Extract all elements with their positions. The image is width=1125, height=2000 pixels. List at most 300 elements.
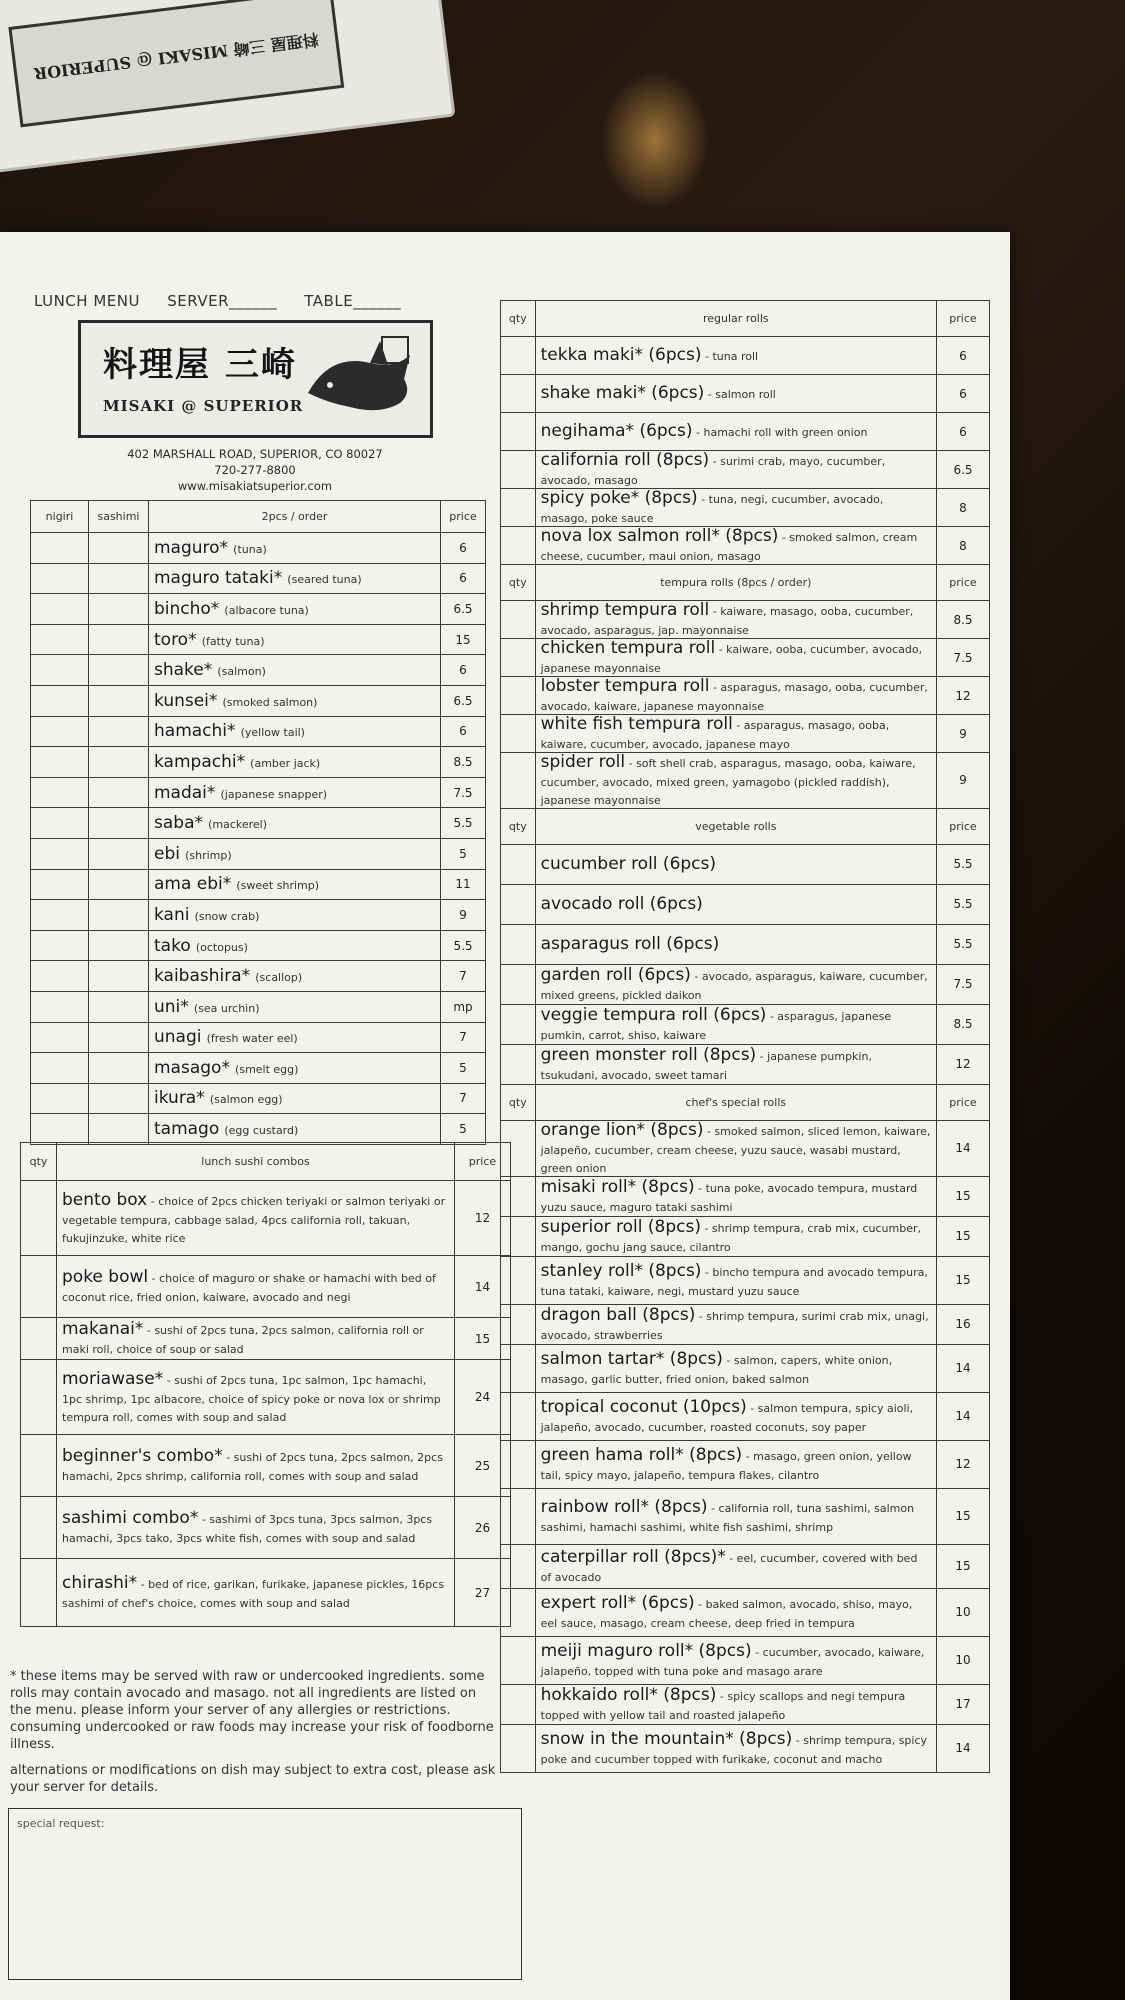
regular-qty-header: qty bbox=[501, 301, 536, 337]
nigiri-table bbox=[30, 500, 486, 1145]
special-roll-row bbox=[501, 1256, 990, 1304]
sashimi-check-cell[interactable] bbox=[89, 1053, 149, 1084]
roll-name: expert roll* (6pcs) bbox=[540, 1592, 695, 1613]
nigiri-check-cell[interactable] bbox=[31, 869, 89, 900]
item-name: hamachi* bbox=[154, 721, 236, 742]
special-roll-row bbox=[501, 1588, 990, 1636]
roll-price: 9 bbox=[937, 753, 990, 809]
roll-item-cell bbox=[535, 451, 936, 489]
roll-qty-cell[interactable] bbox=[501, 677, 536, 715]
item-name: saba* bbox=[154, 813, 203, 834]
nigiri-item-cell bbox=[149, 869, 441, 900]
nigiri-row bbox=[31, 991, 486, 1022]
special-section-title: chef's special rolls bbox=[535, 1084, 936, 1120]
regular-roll-row bbox=[501, 375, 990, 413]
roll-desc: - kaiware, masago, ooba, cucumber, avocado, asparagus, jap. mayonnaise bbox=[540, 605, 914, 638]
combos-price-header: price bbox=[455, 1143, 511, 1181]
server-field[interactable]: SERVER______ bbox=[167, 292, 277, 310]
nigiri-item-cell bbox=[149, 1083, 441, 1114]
combo-qty-cell[interactable] bbox=[21, 1497, 57, 1559]
combo-price: 24 bbox=[455, 1360, 511, 1435]
item-desc: (albacore tuna) bbox=[224, 603, 309, 617]
combo-desc: - choice of maguro or shake or hamachi with bed of coconut rice, fried onion, kaiware, avocado and negi bbox=[62, 1272, 436, 1305]
roll-qty-cell[interactable] bbox=[501, 1488, 536, 1544]
nigiri-check-cell[interactable] bbox=[31, 594, 89, 625]
roll-name: orange lion* (8pcs) bbox=[540, 1120, 704, 1140]
item-desc: (scallop) bbox=[255, 971, 303, 985]
vegetable-price-header: price bbox=[937, 808, 990, 844]
nigiri-item-cell bbox=[149, 838, 441, 869]
special-roll-row bbox=[501, 1304, 990, 1344]
roll-qty-cell[interactable] bbox=[501, 1544, 536, 1588]
roll-desc: - smoked salmon, cream cheese, cucumber, maui onion, masago bbox=[540, 531, 918, 564]
roll-price: 12 bbox=[937, 1044, 990, 1084]
nigiri-item-cell bbox=[149, 1053, 441, 1084]
combo-price: 26 bbox=[455, 1497, 511, 1559]
roll-item-cell bbox=[535, 413, 936, 451]
roll-qty-cell[interactable] bbox=[501, 715, 536, 753]
nigiri-check-cell[interactable] bbox=[31, 808, 89, 839]
item-desc: (fresh water eel) bbox=[206, 1032, 298, 1046]
item-desc: (yellow tail) bbox=[240, 726, 305, 740]
roll-qty-cell[interactable] bbox=[501, 1588, 536, 1636]
nigiri-check-cell[interactable] bbox=[31, 624, 89, 655]
nigiri-check-cell[interactable] bbox=[31, 716, 89, 747]
combo-qty-cell[interactable] bbox=[21, 1435, 57, 1497]
tempura-rolls-header-row bbox=[501, 565, 990, 601]
sashimi-check-cell[interactable] bbox=[89, 624, 149, 655]
nigiri-item-cell bbox=[149, 1114, 441, 1145]
item-name: maguro* bbox=[154, 537, 229, 558]
combo-item-cell bbox=[57, 1256, 455, 1318]
roll-name: cucumber roll (6pcs) bbox=[540, 853, 717, 874]
nigiri-item-cell bbox=[149, 685, 441, 716]
roll-price: 10 bbox=[937, 1588, 990, 1636]
roll-desc: - shrimp tempura, spicy poke and cucumber topped with furikake, coconut and macho bbox=[540, 1733, 928, 1766]
roll-price: 15 bbox=[937, 1544, 990, 1588]
tempura-roll-row bbox=[501, 677, 990, 715]
sashimi-check-cell[interactable] bbox=[89, 869, 149, 900]
sashimi-check-cell[interactable] bbox=[89, 533, 149, 564]
special-roll-row bbox=[501, 1440, 990, 1488]
roll-name: rainbow roll* (8pcs) bbox=[540, 1496, 708, 1517]
item-name: bincho* bbox=[154, 598, 220, 619]
roll-item-cell bbox=[535, 601, 936, 639]
item-name: toro* bbox=[154, 629, 197, 650]
roll-item-cell bbox=[535, 715, 936, 753]
sashimi-check-cell[interactable] bbox=[89, 594, 149, 625]
nigiri-check-cell[interactable] bbox=[31, 747, 89, 778]
roll-desc: - asparagus, japanese pumkin, carrot, shiso, kaiware bbox=[540, 1009, 892, 1042]
restaurant-logo bbox=[78, 320, 433, 438]
roll-qty-cell[interactable] bbox=[501, 1256, 536, 1304]
roll-qty-cell[interactable] bbox=[501, 639, 536, 677]
roll-desc: - salmon, capers, white onion, masago, garlic butter, fried onion, baked salmon bbox=[540, 1353, 893, 1386]
tempura-roll-row bbox=[501, 639, 990, 677]
nigiri-item-cell bbox=[149, 961, 441, 992]
nigiri-check-cell[interactable] bbox=[31, 930, 89, 961]
item-price: 6 bbox=[441, 563, 486, 594]
roll-qty-cell[interactable] bbox=[501, 1004, 536, 1044]
roll-item-cell bbox=[535, 1588, 936, 1636]
regular-price-header: price bbox=[937, 301, 990, 337]
nigiri-col-header: nigiri bbox=[31, 501, 89, 533]
nigiri-row bbox=[31, 594, 486, 625]
sashimi-check-cell[interactable] bbox=[89, 838, 149, 869]
roll-name: garden roll (6pcs) bbox=[540, 964, 691, 985]
sashimi-check-cell[interactable] bbox=[89, 685, 149, 716]
item-desc: (octopus) bbox=[195, 940, 248, 954]
roll-desc: - baked salmon, avocado, shiso, mayo, eel sauce, masago, cream cheese, deep fried in tempura bbox=[540, 1597, 913, 1630]
sashimi-check-cell[interactable] bbox=[89, 1083, 149, 1114]
nigiri-item-cell bbox=[149, 594, 441, 625]
roll-name: dragon ball (8pcs) bbox=[540, 1304, 696, 1325]
roll-price: 15 bbox=[937, 1216, 990, 1256]
roll-name: asparagus roll (6pcs) bbox=[540, 933, 720, 954]
lunch-menu-title: LUNCH MENU bbox=[34, 292, 140, 310]
table-card bbox=[0, 0, 456, 174]
nigiri-check-cell[interactable] bbox=[31, 1053, 89, 1084]
sashimi-check-cell[interactable] bbox=[89, 655, 149, 686]
roll-desc: - bincho tempura and avocado tempura, tuna tataki, kaiware, negi, mustard yuzu sauce bbox=[540, 1265, 928, 1298]
combo-row bbox=[21, 1497, 511, 1559]
combo-name: chirashi* bbox=[62, 1573, 138, 1594]
nigiri-row bbox=[31, 655, 486, 686]
roll-name: white fish tempura roll bbox=[540, 714, 733, 735]
combo-name: beginner's combo* bbox=[62, 1446, 223, 1467]
roll-item-cell bbox=[535, 1636, 936, 1684]
item-desc: (salmon) bbox=[217, 665, 266, 679]
item-desc: (smoked salmon) bbox=[222, 695, 318, 709]
combo-item-cell bbox=[57, 1497, 455, 1559]
roll-name: shake maki* (6pcs) bbox=[540, 382, 705, 403]
roll-qty-cell[interactable] bbox=[501, 1724, 536, 1772]
item-name: kaibashira* bbox=[154, 966, 251, 987]
item-name: kunsei* bbox=[154, 690, 218, 711]
item-name: uni* bbox=[154, 996, 189, 1017]
roll-qty-cell[interactable] bbox=[501, 1344, 536, 1392]
item-name: shake* bbox=[154, 660, 213, 681]
item-price: 7 bbox=[441, 961, 486, 992]
roll-name: misaki roll* (8pcs) bbox=[540, 1176, 695, 1197]
roll-price: 7.5 bbox=[937, 639, 990, 677]
nigiri-item-cell bbox=[149, 808, 441, 839]
vegetable-roll-row bbox=[501, 964, 990, 1004]
roll-qty-cell[interactable] bbox=[501, 527, 536, 565]
nigiri-check-cell[interactable] bbox=[31, 991, 89, 1022]
item-name: kampachi* bbox=[154, 751, 246, 772]
roll-name: tekka maki* (6pcs) bbox=[540, 344, 702, 365]
combo-row bbox=[21, 1435, 511, 1497]
combo-desc: - sushi of 2pcs tuna, 2pcs salmon, california roll or maki roll, choice of soup or salad bbox=[62, 1324, 424, 1357]
fish-icon bbox=[300, 333, 420, 425]
roll-item-cell bbox=[535, 884, 936, 924]
item-desc: (fatty tuna) bbox=[201, 634, 265, 648]
nigiri-check-cell[interactable] bbox=[31, 961, 89, 992]
roll-qty-cell[interactable] bbox=[501, 413, 536, 451]
address-web[interactable]: www.misakiatsuperior.com bbox=[177, 479, 333, 493]
roll-desc: - masago, green onion, yellow tail, spicy mayo, jalapeño, tempura flakes, cilantro bbox=[540, 1449, 912, 1482]
roll-price: 17 bbox=[937, 1684, 990, 1724]
item-price: 6 bbox=[441, 716, 486, 747]
tempura-price-header: price bbox=[937, 565, 990, 601]
roll-qty-cell[interactable] bbox=[501, 964, 536, 1004]
special-price-header: price bbox=[937, 1084, 990, 1120]
roll-item-cell bbox=[535, 844, 936, 884]
roll-price: 6 bbox=[937, 413, 990, 451]
combo-qty-cell[interactable] bbox=[21, 1360, 57, 1435]
roll-qty-cell[interactable] bbox=[501, 884, 536, 924]
nigiri-check-cell[interactable] bbox=[31, 563, 89, 594]
roll-desc: - cucumber, avocado, kaiware, jalapeño, topped with tuna poke and masago arare bbox=[540, 1645, 925, 1678]
roll-price: 6 bbox=[937, 375, 990, 413]
roll-qty-cell[interactable] bbox=[501, 489, 536, 527]
roll-name: stanley roll* (8pcs) bbox=[540, 1260, 702, 1281]
item-price: 7.5 bbox=[441, 777, 486, 808]
sashimi-check-cell[interactable] bbox=[89, 961, 149, 992]
nigiri-check-cell[interactable] bbox=[31, 533, 89, 564]
roll-name: negihama* (6pcs) bbox=[540, 420, 693, 441]
special-request-label: special request: bbox=[17, 1817, 105, 1830]
nigiri-item-cell bbox=[149, 563, 441, 594]
nigiri-row bbox=[31, 1053, 486, 1084]
item-desc: (seared tuna) bbox=[287, 573, 362, 587]
roll-price: 14 bbox=[937, 1344, 990, 1392]
logo-name: MISAKI @ SUPERIOR bbox=[103, 397, 304, 415]
item-price: 5.5 bbox=[441, 930, 486, 961]
roll-item-cell bbox=[535, 1392, 936, 1440]
combo-price: 15 bbox=[455, 1318, 511, 1360]
roll-name: salmon tartar* (8pcs) bbox=[540, 1348, 723, 1369]
roll-qty-cell[interactable] bbox=[501, 1304, 536, 1344]
roll-price: 8.5 bbox=[937, 601, 990, 639]
combo-row bbox=[21, 1559, 511, 1627]
roll-qty-cell[interactable] bbox=[501, 1440, 536, 1488]
roll-item-cell bbox=[535, 1344, 936, 1392]
nigiri-check-cell[interactable] bbox=[31, 1114, 89, 1145]
roll-name: spicy poke* (8pcs) bbox=[540, 488, 698, 509]
item-price: 5 bbox=[441, 1114, 486, 1145]
combo-qty-cell[interactable] bbox=[21, 1318, 57, 1360]
roll-qty-cell[interactable] bbox=[501, 1176, 536, 1216]
combo-desc: - sushi of 2pcs tuna, 2pcs salmon, 2pcs hamachi, 2pcs shrimp, california roll, comes with soup and salad bbox=[62, 1451, 443, 1484]
roll-item-cell bbox=[535, 1256, 936, 1304]
roll-name: caterpillar roll (8pcs)* bbox=[540, 1546, 726, 1567]
item-price: 5.5 bbox=[441, 808, 486, 839]
nigiri-item-cell bbox=[149, 533, 441, 564]
roll-item-cell bbox=[535, 1724, 936, 1772]
item-price: 9 bbox=[441, 900, 486, 931]
roll-qty-cell[interactable] bbox=[501, 451, 536, 489]
vegetable-roll-row bbox=[501, 924, 990, 964]
nigiri-row bbox=[31, 747, 486, 778]
roll-item-cell bbox=[535, 1304, 936, 1344]
nigiri-check-cell[interactable] bbox=[31, 685, 89, 716]
roll-price: 15 bbox=[937, 1256, 990, 1304]
roll-item-cell bbox=[535, 1216, 936, 1256]
sashimi-check-cell[interactable] bbox=[89, 777, 149, 808]
vegetable-section-title: vegetable rolls bbox=[535, 808, 936, 844]
item-price: mp bbox=[441, 991, 486, 1022]
roll-name: superior roll (8pcs) bbox=[540, 1216, 701, 1237]
roll-qty-cell[interactable] bbox=[501, 1216, 536, 1256]
roll-qty-cell[interactable] bbox=[501, 1120, 536, 1176]
sashimi-check-cell[interactable] bbox=[89, 1114, 149, 1145]
combos-table bbox=[20, 1142, 511, 1627]
special-roll-row bbox=[501, 1724, 990, 1772]
roll-desc: - soft shell crab, asparagus, masago, ooba, kaiware, cucumber, avocado, mixed green, yamagobo (pickled raddish), japanese mayonnaise bbox=[540, 757, 916, 807]
address-phone: 720-277-8800 bbox=[214, 463, 296, 477]
roll-desc: - salmon roll bbox=[704, 387, 776, 401]
special-qty-header: qty bbox=[501, 1084, 536, 1120]
roll-qty-cell[interactable] bbox=[501, 753, 536, 809]
combo-row bbox=[21, 1318, 511, 1360]
roll-qty-cell[interactable] bbox=[501, 1636, 536, 1684]
combo-qty-cell[interactable] bbox=[21, 1559, 57, 1627]
item-name: ama ebi* bbox=[154, 874, 232, 895]
special-rolls-header-row bbox=[501, 1084, 990, 1120]
roll-name: spider roll bbox=[540, 752, 626, 772]
item-desc: (salmon egg) bbox=[209, 1093, 283, 1107]
item-price: 5 bbox=[441, 1053, 486, 1084]
regular-roll-row bbox=[501, 489, 990, 527]
combo-qty-cell[interactable] bbox=[21, 1256, 57, 1318]
vegetable-roll-row bbox=[501, 844, 990, 884]
nigiri-item-cell bbox=[149, 900, 441, 931]
nigiri-check-cell[interactable] bbox=[31, 1083, 89, 1114]
vegetable-roll-row bbox=[501, 1004, 990, 1044]
item-desc: (sweet shrimp) bbox=[236, 879, 320, 893]
special-roll-row bbox=[501, 1176, 990, 1216]
item-desc: (japanese snapper) bbox=[220, 787, 328, 801]
special-roll-row bbox=[501, 1488, 990, 1544]
roll-desc: - smoked salmon, sliced lemon, kaiware, jalapeño, cucumber, cream cheese, yuzu sauce, wasabi mustard, green onion bbox=[540, 1124, 931, 1175]
roll-name: meiji maguro roll* (8pcs) bbox=[540, 1640, 752, 1661]
roll-qty-cell[interactable] bbox=[501, 1044, 536, 1084]
nigiri-row bbox=[31, 838, 486, 869]
combo-desc: - sushi of 2pcs tuna, 1pc salmon, 1pc hamachi, 1pc shrimp, 1pc albacore, choice of spicy poke or nova lox or shrimp tempura roll, comes with soup and salad bbox=[62, 1373, 441, 1424]
roll-qty-cell[interactable] bbox=[501, 1392, 536, 1440]
roll-name: nova lox salmon roll* (8pcs) bbox=[540, 526, 779, 547]
nigiri-item-cell bbox=[149, 624, 441, 655]
roll-price: 5.5 bbox=[937, 924, 990, 964]
roll-name: veggie tempura roll (6pcs) bbox=[540, 1004, 767, 1025]
combo-name: bento box bbox=[62, 1189, 148, 1210]
combo-qty-cell[interactable] bbox=[21, 1181, 57, 1256]
regular-roll-row bbox=[501, 527, 990, 565]
sashimi-check-cell[interactable] bbox=[89, 747, 149, 778]
roll-name: snow in the mountain* (8pcs) bbox=[540, 1728, 793, 1749]
combo-price: 14 bbox=[455, 1256, 511, 1318]
roll-item-cell bbox=[535, 1684, 936, 1724]
roll-qty-cell[interactable] bbox=[501, 601, 536, 639]
roll-desc: - salmon tempura, spicy aioli, jalapeño, avocado, cucumber, roasted coconuts, soy paper bbox=[540, 1401, 914, 1434]
table-field[interactable]: TABLE______ bbox=[304, 292, 402, 310]
roll-qty-cell[interactable] bbox=[501, 337, 536, 375]
roll-desc: - shrimp tempura, surimi crab mix, unagi, avocado, strawberries bbox=[540, 1309, 929, 1342]
item-name: tako bbox=[154, 935, 191, 956]
combo-price: 12 bbox=[455, 1181, 511, 1256]
item-desc: (snow crab) bbox=[194, 909, 260, 923]
roll-price: 8 bbox=[937, 489, 990, 527]
item-name: ebi bbox=[154, 843, 180, 864]
sashimi-check-cell[interactable] bbox=[89, 808, 149, 839]
combos-qty-header: qty bbox=[21, 1143, 57, 1181]
roll-desc: - japanese pumpkin, tsukudani, avocado, sweet tamari bbox=[540, 1049, 872, 1082]
tempura-qty-header: qty bbox=[501, 565, 536, 601]
tempura-roll-row bbox=[501, 601, 990, 639]
roll-desc: - eel, cucumber, covered with bed of avocado bbox=[540, 1551, 918, 1584]
menu-header bbox=[34, 292, 423, 310]
roll-qty-cell[interactable] bbox=[501, 844, 536, 884]
roll-item-cell bbox=[535, 337, 936, 375]
roll-name: hokkaido roll* (8pcs) bbox=[540, 1684, 717, 1705]
roll-desc: - kaiware, ooba, cucumber, avocado, japanese mayonnaise bbox=[540, 643, 923, 676]
sashimi-check-cell[interactable] bbox=[89, 900, 149, 931]
roll-name: shrimp tempura roll bbox=[540, 600, 710, 621]
roll-qty-cell[interactable] bbox=[501, 375, 536, 413]
nigiri-check-cell[interactable] bbox=[31, 655, 89, 686]
nigiri-check-cell[interactable] bbox=[31, 777, 89, 808]
regular-roll-row bbox=[501, 451, 990, 489]
sashimi-col-header: sashimi bbox=[89, 501, 149, 533]
roll-desc: - tuna poke, avocado tempura, mustard yuzu sauce, maguro tataki sashimi bbox=[540, 1181, 918, 1214]
roll-name: california roll (8pcs) bbox=[540, 450, 710, 471]
roll-price: 12 bbox=[937, 1440, 990, 1488]
nigiri-row bbox=[31, 930, 486, 961]
roll-item-cell bbox=[535, 1176, 936, 1216]
special-request-box[interactable] bbox=[8, 1808, 522, 1980]
combo-desc: - bed of rice, garikan, furikake, japanese pickles, 16pcs sashimi of chef's choice, comes with soup and salad bbox=[62, 1578, 445, 1611]
combo-name: poke bowl bbox=[62, 1267, 149, 1288]
logo-kanji: 料理屋 三崎 bbox=[103, 345, 297, 385]
nigiri-row bbox=[31, 716, 486, 747]
combo-name: makanai* bbox=[62, 1319, 144, 1340]
nigiri-check-cell[interactable] bbox=[31, 900, 89, 931]
item-price: 7 bbox=[441, 1083, 486, 1114]
roll-qty-cell[interactable] bbox=[501, 1684, 536, 1724]
sashimi-check-cell[interactable] bbox=[89, 930, 149, 961]
item-desc: (shrimp) bbox=[185, 848, 232, 862]
item-price: 6.5 bbox=[441, 685, 486, 716]
item-name: maguro tataki* bbox=[154, 568, 283, 589]
item-name: unagi bbox=[154, 1027, 202, 1048]
combo-row bbox=[21, 1360, 511, 1435]
roll-item-cell bbox=[535, 924, 936, 964]
item-desc: (smelt egg) bbox=[235, 1062, 299, 1076]
regular-rolls-header-row bbox=[501, 301, 990, 337]
nigiri-item-cell bbox=[149, 716, 441, 747]
sashimi-check-cell[interactable] bbox=[89, 1022, 149, 1053]
roll-desc: - tuna roll bbox=[701, 349, 759, 363]
order-col-header: 2pcs / order bbox=[149, 501, 441, 533]
roll-price: 9 bbox=[937, 715, 990, 753]
sashimi-check-cell[interactable] bbox=[89, 716, 149, 747]
nigiri-row bbox=[31, 563, 486, 594]
roll-qty-cell[interactable] bbox=[501, 924, 536, 964]
combo-price: 25 bbox=[455, 1435, 511, 1497]
sashimi-check-cell[interactable] bbox=[89, 563, 149, 594]
sashimi-check-cell[interactable] bbox=[89, 991, 149, 1022]
roll-price: 6.5 bbox=[937, 451, 990, 489]
nigiri-row bbox=[31, 533, 486, 564]
roll-item-cell bbox=[535, 1544, 936, 1588]
regular-roll-row bbox=[501, 337, 990, 375]
nigiri-check-cell[interactable] bbox=[31, 1022, 89, 1053]
roll-desc: - spicy scallops and negi tempura topped with yellow tail and roasted jalapeño bbox=[540, 1689, 906, 1722]
nigiri-check-cell[interactable] bbox=[31, 838, 89, 869]
roll-desc: - shrimp tempura, crab mix, cucumber, mango, gochu jang sauce, cilantro bbox=[540, 1221, 922, 1254]
